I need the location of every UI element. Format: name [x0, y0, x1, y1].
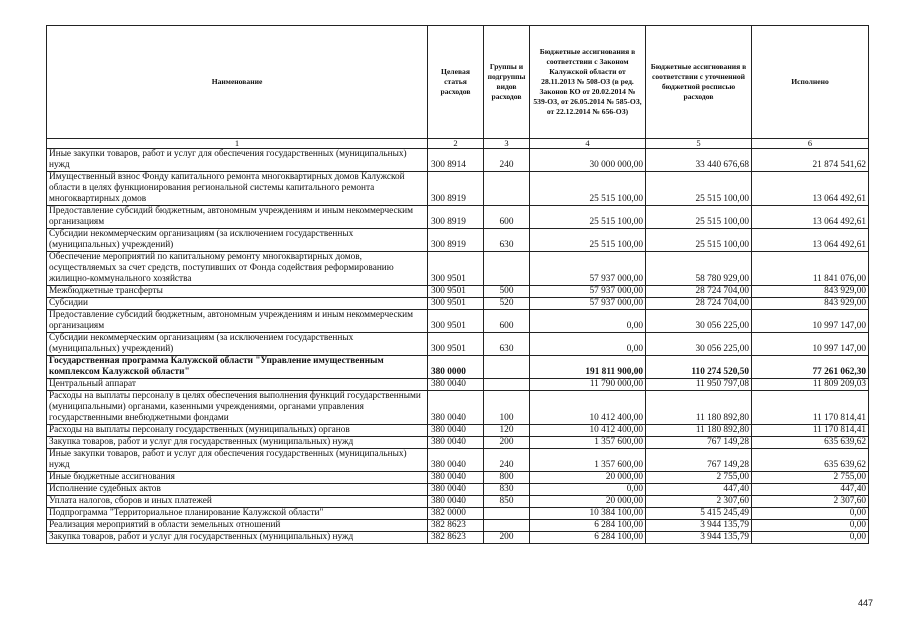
row-law-allocation: 20 000,00	[530, 496, 646, 508]
page-number: 447	[858, 598, 874, 608]
row-law-allocation: 191 811 900,00	[530, 356, 646, 379]
row-code: 300 9501	[428, 298, 484, 310]
row-refined-allocation: 30 056 225,00	[646, 310, 752, 333]
row-group	[484, 508, 530, 520]
row-refined-allocation: 33 440 676,68	[646, 149, 752, 172]
row-law-allocation: 0,00	[530, 333, 646, 356]
row-name: Субсидии некоммерческим организациям (за исключением государственных (муниципальных) учреждений)	[47, 229, 428, 252]
row-name: Иные закупки товаров, работ и услуг для обеспечения государственных (муниципальных) нужд	[47, 449, 428, 472]
row-refined-allocation: 25 515 100,00	[646, 206, 752, 229]
table-row	[47, 437, 869, 449]
row-name: Иные закупки товаров, работ и услуг для обеспечения государственных (муниципальных) нужд	[47, 149, 428, 172]
row-code: 300 8919	[428, 206, 484, 229]
row-name: Расходы на выплаты персоналу в целях обеспечения выполнения функций государственными (муниципальными) органами, казенными учреждениями, органами управления государственными внебюджетными фондами	[47, 391, 428, 425]
row-group: 800	[484, 472, 530, 484]
row-refined-allocation: 3 944 135,79	[646, 532, 752, 544]
row-law-allocation: 25 515 100,00	[530, 172, 646, 206]
row-executed: 13 064 492,61	[752, 172, 869, 206]
row-group: 830	[484, 484, 530, 496]
row-group: 100	[484, 391, 530, 425]
row-name: Субсидии	[47, 298, 428, 310]
row-group: 850	[484, 496, 530, 508]
row-executed: 11 809 209,03	[752, 379, 869, 391]
row-code: 382 8623	[428, 532, 484, 544]
table-row	[47, 484, 869, 496]
row-law-allocation: 30 000 000,00	[530, 149, 646, 172]
column-number: 3	[484, 139, 530, 149]
row-code: 380 0040	[428, 472, 484, 484]
row-group: 520	[484, 298, 530, 310]
header-executed: Исполнено	[752, 26, 869, 139]
budget-table	[46, 25, 869, 544]
row-code: 380 0040	[428, 484, 484, 496]
row-code: 300 9501	[428, 333, 484, 356]
row-executed: 11 170 814,41	[752, 425, 869, 437]
row-refined-allocation: 767 149,28	[646, 437, 752, 449]
row-law-allocation: 0,00	[530, 484, 646, 496]
row-executed: 2 755,00	[752, 472, 869, 484]
row-group	[484, 520, 530, 532]
row-name: Иные бюджетные ассигнования	[47, 472, 428, 484]
row-name: Субсидии некоммерческим организациям (за исключением государственных (муниципальных) учреждений)	[47, 333, 428, 356]
row-law-allocation: 1 357 600,00	[530, 437, 646, 449]
table-row	[47, 229, 869, 252]
row-executed: 635 639,62	[752, 449, 869, 472]
row-executed: 635 639,62	[752, 437, 869, 449]
row-refined-allocation: 11 180 892,80	[646, 425, 752, 437]
table-row	[47, 286, 869, 298]
row-executed: 77 261 062,30	[752, 356, 869, 379]
row-code: 380 0040	[428, 391, 484, 425]
row-executed: 13 064 492,61	[752, 229, 869, 252]
row-executed: 2 307,60	[752, 496, 869, 508]
table-row	[47, 425, 869, 437]
table-row	[47, 391, 869, 425]
row-name: Государственная программа Калужской области "Управление имущественным комплексом Калужской области"	[47, 356, 428, 379]
row-law-allocation: 10 384 100,00	[530, 508, 646, 520]
row-code: 380 0000	[428, 356, 484, 379]
table-row	[47, 206, 869, 229]
row-executed: 13 064 492,61	[752, 206, 869, 229]
budget-document	[46, 25, 868, 544]
row-executed: 21 874 541,62	[752, 149, 869, 172]
column-number: 6	[752, 139, 869, 149]
row-refined-allocation: 3 944 135,79	[646, 520, 752, 532]
row-code: 380 0040	[428, 449, 484, 472]
row-code: 300 8919	[428, 229, 484, 252]
row-group: 240	[484, 149, 530, 172]
row-name: Расходы на выплаты персоналу государственных (муниципальных) органов	[47, 425, 428, 437]
row-law-allocation: 20 000,00	[530, 472, 646, 484]
row-name: Закупка товаров, работ и услуг для государственных (муниципальных) нужд	[47, 532, 428, 544]
row-executed: 447,40	[752, 484, 869, 496]
table-row	[47, 496, 869, 508]
row-name: Имущественный взнос Фонду капитального ремонта многоквартирных домов Калужской области в целях функционирования региональной системы капитального ремонта многоквартирных домов	[47, 172, 428, 206]
table-row	[47, 508, 869, 520]
row-code: 300 8914	[428, 149, 484, 172]
row-refined-allocation: 5 415 245,49	[646, 508, 752, 520]
row-name: Реализация мероприятий в области земельных отношений	[47, 520, 428, 532]
row-law-allocation: 1 357 600,00	[530, 449, 646, 472]
row-code: 382 8623	[428, 520, 484, 532]
row-name: Уплата налогов, сборов и иных платежей	[47, 496, 428, 508]
row-law-allocation: 0,00	[530, 310, 646, 333]
row-law-allocation: 6 284 100,00	[530, 520, 646, 532]
row-code: 300 9501	[428, 252, 484, 286]
row-law-allocation: 57 937 000,00	[530, 286, 646, 298]
row-law-allocation: 57 937 000,00	[530, 298, 646, 310]
header-refined-allocations: Бюджетные ассигнования в соответствии с уточненной бюджетной росписью расходов	[646, 26, 752, 139]
row-group	[484, 356, 530, 379]
row-refined-allocation: 28 724 704,00	[646, 286, 752, 298]
row-refined-allocation: 110 274 520,50	[646, 356, 752, 379]
table-row	[47, 310, 869, 333]
row-name: Центральный аппарат	[47, 379, 428, 391]
table-row	[47, 520, 869, 532]
row-law-allocation: 11 790 000,00	[530, 379, 646, 391]
column-number: 1	[47, 139, 428, 149]
row-name: Предоставление субсидий бюджетным, автономным учреждениям и иным некоммерческим организациям	[47, 310, 428, 333]
header-code: Целевая статья расходов	[428, 26, 484, 139]
header-group: Группы и подгруппы видов расходов	[484, 26, 530, 139]
table-row	[47, 172, 869, 206]
row-executed: 10 997 147,00	[752, 310, 869, 333]
column-number-row	[47, 139, 869, 149]
table-row	[47, 532, 869, 544]
row-refined-allocation: 28 724 704,00	[646, 298, 752, 310]
row-executed: 11 170 814,41	[752, 391, 869, 425]
row-law-allocation: 10 412 400,00	[530, 425, 646, 437]
row-executed: 0,00	[752, 520, 869, 532]
row-group	[484, 172, 530, 206]
row-code: 300 9501	[428, 286, 484, 298]
row-refined-allocation: 58 780 929,00	[646, 252, 752, 286]
header-law-allocations: Бюджетные ассигнования в соответствии с Законом Калужской области от 28.11.2013 № 508-ОЗ (в ред. Законов КО от 20.02.2014 № 539-ОЗ, от 26.05.2014 № 585-ОЗ, от 22.12.2014 № 656-ОЗ)	[530, 26, 646, 139]
row-law-allocation: 10 412 400,00	[530, 391, 646, 425]
row-group: 600	[484, 310, 530, 333]
row-name: Межбюджетные трансферты	[47, 286, 428, 298]
row-executed: 0,00	[752, 532, 869, 544]
column-number: 4	[530, 139, 646, 149]
table-row	[47, 379, 869, 391]
row-law-allocation: 6 284 100,00	[530, 532, 646, 544]
row-refined-allocation: 2 307,60	[646, 496, 752, 508]
table-row	[47, 298, 869, 310]
header-name: Наименование	[47, 26, 428, 139]
row-refined-allocation: 447,40	[646, 484, 752, 496]
row-code: 380 0040	[428, 496, 484, 508]
table-row	[47, 333, 869, 356]
row-code: 380 0040	[428, 425, 484, 437]
column-number: 5	[646, 139, 752, 149]
row-name: Предоставление субсидий бюджетным, автономным учреждениям и иным некоммерческим организациям	[47, 206, 428, 229]
row-group: 200	[484, 437, 530, 449]
row-refined-allocation: 11 180 892,80	[646, 391, 752, 425]
row-group: 500	[484, 286, 530, 298]
table-row	[47, 149, 869, 172]
row-law-allocation: 25 515 100,00	[530, 229, 646, 252]
row-name: Закупка товаров, работ и услуг для государственных (муниципальных) нужд	[47, 437, 428, 449]
row-group: 240	[484, 449, 530, 472]
row-group	[484, 379, 530, 391]
row-name: Исполнение судебных актов	[47, 484, 428, 496]
row-law-allocation: 25 515 100,00	[530, 206, 646, 229]
row-code: 380 0040	[428, 437, 484, 449]
row-refined-allocation: 25 515 100,00	[646, 229, 752, 252]
row-refined-allocation: 30 056 225,00	[646, 333, 752, 356]
table-row	[47, 356, 869, 379]
row-group	[484, 252, 530, 286]
table-row	[47, 472, 869, 484]
row-code: 300 8919	[428, 172, 484, 206]
column-number: 2	[428, 139, 484, 149]
row-code: 380 0040	[428, 379, 484, 391]
row-code: 300 9501	[428, 310, 484, 333]
row-group: 200	[484, 532, 530, 544]
row-code: 382 0000	[428, 508, 484, 520]
row-executed: 10 997 147,00	[752, 333, 869, 356]
row-group: 630	[484, 333, 530, 356]
row-refined-allocation: 2 755,00	[646, 472, 752, 484]
row-refined-allocation: 11 950 797,08	[646, 379, 752, 391]
row-law-allocation: 57 937 000,00	[530, 252, 646, 286]
header-row	[47, 26, 869, 139]
table-row	[47, 449, 869, 472]
row-group: 600	[484, 206, 530, 229]
row-executed: 11 841 076,00	[752, 252, 869, 286]
row-group: 120	[484, 425, 530, 437]
row-refined-allocation: 25 515 100,00	[646, 172, 752, 206]
row-executed: 843 929,00	[752, 298, 869, 310]
row-group: 630	[484, 229, 530, 252]
row-name: Обеспечение мероприятий по капитальному ремонту многоквартирных домов, осуществляемых за счет средств, поступивших от Фонда содействия реформированию жилищно-коммунального хозяйства	[47, 252, 428, 286]
row-executed: 843 929,00	[752, 286, 869, 298]
row-refined-allocation: 767 149,28	[646, 449, 752, 472]
row-name: Подпрограмма "Территориальное планирование Калужской области"	[47, 508, 428, 520]
table-row	[47, 252, 869, 286]
row-executed: 0,00	[752, 508, 869, 520]
